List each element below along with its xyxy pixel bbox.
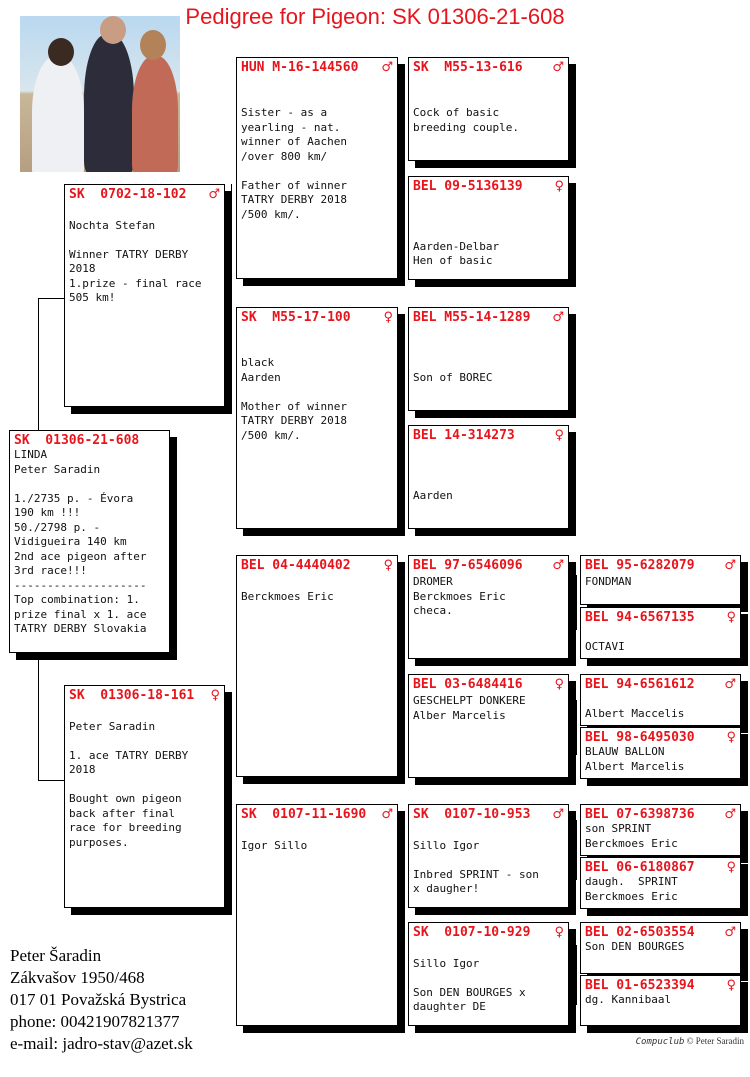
ring-number: BEL 98-6495030 (585, 730, 695, 745)
pigeon-dsd[interactable] (408, 674, 569, 778)
female-icon: ♀ (383, 558, 393, 573)
pigeon-ssd[interactable] (408, 176, 569, 280)
connector (576, 575, 577, 630)
pigeon-notes: Sister - as a yearling - nat. winner of Aachen /over 800 km/ Father of winner TATRY DERBY 2018 /500 km/. (241, 106, 347, 221)
pigeon-notes: Peter Saradin 1. ace TATRY DERBY 2018 Bought own pigeon back after final race for breeding purposes. (69, 719, 189, 849)
pigeon-dds[interactable] (408, 804, 569, 908)
connector (38, 298, 39, 432)
male-icon: ♂ (552, 558, 564, 573)
ring-number: BEL 97-6546096 (413, 558, 523, 573)
pigeon-dam[interactable] (64, 685, 225, 908)
connector (576, 820, 577, 880)
pigeon-notes: daugh. SPRINT Berckmoes Eric (585, 875, 678, 903)
pigeon-g5-8[interactable] (580, 975, 741, 1026)
ring-number: SK 0107-10-953 (413, 807, 531, 822)
owner-phone: phone: 00421907821377 (10, 1012, 180, 1031)
ring-number: SK 0702-18-102 (69, 187, 187, 202)
ring-number: SK 01306-18-161 (69, 688, 195, 703)
male-icon: ♂ (381, 60, 393, 75)
connector (404, 600, 405, 730)
connector (576, 945, 577, 1005)
female-icon: ♀ (210, 688, 220, 703)
pigeon-sdd[interactable] (408, 425, 569, 529)
pigeon-notes: dg. Kannibaal (585, 993, 672, 1006)
male-icon: ♂ (552, 807, 564, 822)
software-credit (636, 1036, 744, 1047)
pigeon-notes: GESCHELPT DONKERE Alber Marcelis (413, 694, 526, 722)
credit-app: Compuclub (635, 1037, 685, 1047)
ring-number: BEL 95-6282079 (585, 558, 695, 573)
pigeon-notes: Sillo Igor Inbred SPRINT - son x daugher! (413, 838, 539, 895)
pigeon-main[interactable] (9, 430, 170, 653)
female-icon: ♀ (554, 428, 564, 443)
pigeon-notes: son SPRINT Berckmoes Eric (585, 822, 678, 850)
pigeon-sss[interactable] (408, 57, 569, 161)
owner-photo (20, 16, 180, 172)
ring-number: SK 0107-11-1690 (241, 807, 367, 822)
ring-number: BEL 09-5136139 (413, 179, 523, 194)
pigeon-dam-sire[interactable] (236, 555, 398, 777)
pigeon-sire-dam[interactable] (236, 307, 398, 529)
ring-number: BEL 94-6567135 (585, 610, 695, 625)
pigeon-g5-3[interactable] (580, 674, 741, 726)
ring-number: HUN M-16-144560 (241, 60, 359, 75)
ring-number: BEL 04-4440402 (241, 558, 351, 573)
female-icon: ♀ (383, 310, 393, 325)
connector (576, 700, 577, 755)
female-icon: ♀ (726, 978, 736, 993)
pigeon-notes: Son of BOREC (413, 370, 493, 384)
ring-number: SK M55-13-616 (413, 60, 523, 75)
pigeon-notes: FONDMAN (585, 575, 632, 588)
male-icon: ♂ (724, 807, 736, 822)
connector (231, 694, 232, 894)
connector (404, 99, 405, 249)
owner-email[interactable]: e-mail: jadro-stav@azet.sk (10, 1034, 193, 1053)
owner-contact (10, 945, 193, 1055)
female-icon: ♀ (554, 179, 564, 194)
connector (38, 298, 64, 299)
connector (231, 184, 232, 384)
pigeon-ddd[interactable] (408, 922, 569, 1026)
pigeon-g5-2[interactable] (580, 607, 741, 659)
owner-name: Peter Šaradin (10, 946, 102, 965)
pigeon-notes: Berckmoes Eric (241, 589, 334, 603)
credit-author: © Peter Saradin (686, 1036, 744, 1046)
male-icon: ♂ (724, 925, 736, 940)
connector (38, 652, 39, 780)
male-icon: ♂ (208, 187, 220, 202)
female-icon: ♀ (554, 677, 564, 692)
ring-number: BEL 03-6484416 (413, 677, 523, 692)
ring-number: BEL 01-6523394 (585, 978, 695, 993)
male-icon: ♂ (381, 807, 393, 822)
pigeon-notes: LINDA Peter Saradin 1./2735 p. - Évora 190 km !!! 50./2798 p. - Vidigueira 140 km 2nd ace pigeon after 3rd race!!! -------------------- Top combination: 1. prize final x 1. ace TATRY DERBY Slovakia (14, 448, 147, 635)
pigeon-dss[interactable] (408, 555, 569, 659)
pigeon-notes: DROMER Berckmoes Eric checa. (413, 575, 506, 617)
female-icon: ♀ (726, 730, 736, 745)
pigeon-notes: Aarden (413, 488, 453, 502)
ring-number: SK 01306-21-608 (14, 433, 140, 448)
page-title: Pedigree for Pigeon: SK 01306-21-608 (185, 4, 565, 29)
pigeon-notes: Cock of basic breeding couple. (413, 106, 519, 134)
pigeon-notes: Nochta Stefan Winner TATRY DERBY 2018 1.prize - final race 505 km! (69, 218, 202, 304)
ring-number: BEL 06-6180867 (585, 860, 695, 875)
pigeon-notes: Igor Sillo (241, 838, 308, 852)
pigeon-sire[interactable] (64, 184, 225, 407)
pigeon-sds[interactable] (408, 307, 569, 411)
pigeon-sire-sire[interactable] (236, 57, 398, 279)
pigeon-notes: OCTAVI (585, 639, 625, 653)
pigeon-notes: Son DEN BOURGES (585, 940, 685, 953)
pigeon-g5-7[interactable] (580, 922, 741, 974)
male-icon: ♂ (724, 558, 736, 573)
ring-number: BEL 02-6503554 (585, 925, 695, 940)
ring-number: BEL 14-314273 (413, 428, 515, 443)
ring-number: BEL 94-6561612 (585, 677, 695, 692)
pigeon-g5-1[interactable] (580, 555, 741, 605)
pigeon-g5-6[interactable] (580, 857, 741, 909)
female-icon: ♀ (726, 610, 736, 625)
ring-number: SK M55-17-100 (241, 310, 351, 325)
owner-address: Zákvašov 1950/468 (10, 968, 145, 987)
connector (404, 845, 405, 975)
connector (38, 780, 64, 781)
male-icon: ♂ (552, 60, 564, 75)
owner-city: 017 01 Považská Bystrica (10, 990, 187, 1009)
pigeon-notes: black Aarden Mother of winner TATRY DERBY 2018 /500 km/. (241, 356, 347, 442)
pigeon-notes: Sillo Igor Son DEN BOURGES x daughter DE (413, 956, 526, 1013)
ring-number: BEL M55-14-1289 (413, 310, 531, 325)
pigeon-g5-5[interactable] (580, 804, 741, 856)
pigeon-dam-dam[interactable] (236, 804, 398, 1026)
female-icon: ♀ (554, 925, 564, 940)
male-icon: ♂ (552, 310, 564, 325)
pigeon-notes: Aarden-Delbar Hen of basic (413, 239, 500, 267)
ring-number: SK 0107-10-929 (413, 925, 531, 940)
ring-number: BEL 07-6398736 (585, 807, 695, 822)
pigeon-notes: BLAUW BALLON Albert Marcelis (585, 745, 685, 773)
pigeon-g5-4[interactable] (580, 727, 741, 779)
male-icon: ♂ (724, 677, 736, 692)
female-icon: ♀ (726, 860, 736, 875)
connector (404, 355, 405, 485)
pigeon-notes: Albert Maccelis (585, 706, 685, 720)
